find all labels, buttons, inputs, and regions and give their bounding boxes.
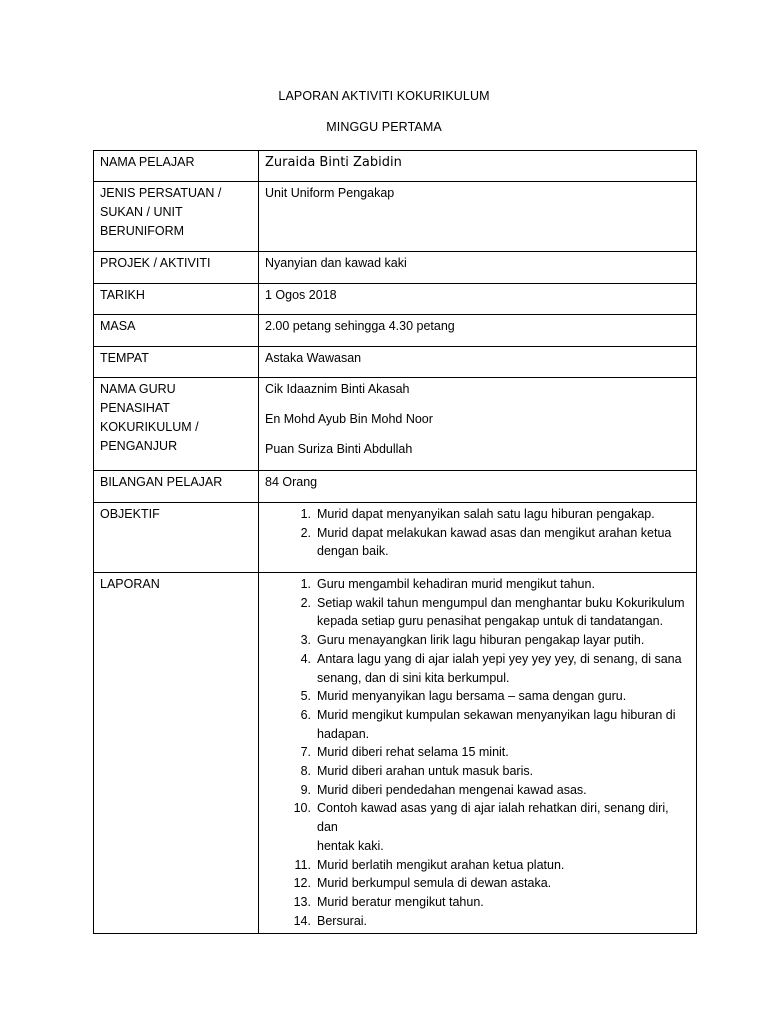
list-item — [265, 706, 690, 743]
row-projek — [94, 252, 697, 284]
list-item-text: Murid diberi pendedahan mengenai kawad asas. — [317, 782, 587, 797]
value-jenis-persatuan: Unit Uniform Pengakap — [259, 182, 697, 252]
row-masa — [94, 315, 697, 347]
label-line: PENASIHAT — [100, 401, 170, 415]
label-line: JENIS PERSATUAN / — [100, 186, 222, 200]
list-item — [265, 856, 690, 875]
row-guru — [94, 378, 697, 471]
list-item-number: 13. — [293, 894, 311, 909]
list-item-text: hadapan. — [317, 726, 370, 741]
guru-name: En Mohd Ayub Bin Mohd Noor — [265, 412, 433, 426]
label-objektif: OBJEKTIF — [94, 503, 259, 573]
list-item — [265, 505, 690, 524]
row-tarikh — [94, 284, 697, 315]
list-item — [265, 799, 690, 855]
list-item-number: 7. — [300, 745, 311, 760]
list-item-text: Murid dapat melakukan kawad asas dan mengikut arahan ketua — [317, 525, 672, 540]
label-line: BERUNIFORM — [100, 224, 185, 238]
value-tempat: Astaka Wawasan — [259, 347, 697, 378]
value-objektif — [259, 503, 697, 573]
label-masa: MASA — [94, 315, 259, 347]
list-item-text: Murid menyanyikan lagu bersama – sama dengan guru. — [317, 689, 627, 704]
list-item-text: Setiap wakil tahun mengumpul dan menghantar buku Kokurikulum — [317, 595, 685, 610]
list-item — [265, 524, 690, 561]
list-item-number: 2. — [300, 595, 311, 610]
list-item-text: Murid berkumpul semula di dewan astaka. — [317, 876, 552, 891]
label-line: PENGANJUR — [100, 439, 178, 453]
value-projek: Nyanyian dan kawad kaki — [259, 252, 697, 284]
row-jenis-persatuan — [94, 182, 697, 252]
list-item-number: 8. — [300, 764, 311, 779]
list-item-text: Contoh kawad asas yang di ajar ialah rehatkan diri, senang diri, dan — [317, 801, 669, 835]
label-laporan: LAPORAN — [94, 573, 259, 934]
label-tempat: TEMPAT — [94, 347, 259, 378]
list-item-text: Murid berlatih mengikut arahan ketua platun. — [317, 857, 565, 872]
list-item — [265, 762, 690, 781]
label-bilangan: BILANGAN PELAJAR — [94, 471, 259, 503]
label-projek: PROJEK / AKTIVITI — [94, 252, 259, 284]
report-form-table — [93, 150, 697, 934]
list-item-text: kepada setiap guru penasihat pengakap untuk di tandatangan. — [317, 614, 664, 629]
document-subtitle: MINGGU PERTAMA — [326, 120, 442, 134]
list-item — [265, 781, 690, 800]
guru-name: Puan Suriza Binti Abdullah — [265, 442, 413, 456]
list-item-text: Guru menayangkan lirik lagu hiburan pengakap layar putih. — [317, 633, 645, 648]
list-item-number: 10. — [293, 801, 311, 816]
list-item-number: 2. — [300, 525, 311, 540]
document-title: LAPORAN AKTIVITI KOKURIKULUM — [278, 89, 490, 103]
list-item-text: Murid mengikut kumpulan sekawan menyanyikan lagu hiburan di — [317, 707, 676, 722]
list-item-text: Guru mengambil kehadiran murid mengikut tahun. — [317, 577, 595, 591]
row-nama-pelajar — [94, 151, 697, 182]
list-item — [265, 893, 690, 912]
list-item — [265, 594, 690, 631]
list-item-text: Bersurai. — [317, 913, 368, 928]
list-item-number: 9. — [300, 782, 311, 797]
value-bilangan: 84 Orang — [259, 471, 697, 503]
list-item — [265, 874, 690, 893]
value-nama-pelajar: Zuraida Binti Zabidin — [259, 151, 697, 182]
label-line: SUKAN / UNIT — [100, 205, 183, 219]
list-item-number: 12. — [293, 876, 311, 891]
label-line: NAMA GURU — [100, 382, 176, 396]
list-item-text: Murid beratur mengikut tahun. — [317, 894, 484, 909]
list-item — [265, 687, 690, 706]
list-item-text: Murid diberi arahan untuk masuk baris. — [317, 764, 534, 779]
list-item-text: Antara lagu yang di ajar ialah yepi yey yey yey, di senang, di sana — [317, 651, 682, 666]
list-item — [265, 575, 690, 594]
list-item-number: 3. — [300, 633, 311, 648]
list-item-number: 11. — [294, 857, 311, 872]
value-masa: 2.00 petang sehingga 4.30 petang — [259, 315, 697, 347]
label-nama-pelajar: NAMA PELAJAR — [94, 151, 259, 182]
label-tarikh: TARIKH — [94, 284, 259, 315]
label-guru — [94, 378, 259, 471]
list-item-text: Murid dapat menyanyikan salah satu lagu hiburan pengakap. — [317, 507, 655, 521]
laporan-list — [265, 575, 690, 930]
list-item-text: hentak kaki. — [317, 838, 384, 853]
list-item — [265, 912, 690, 931]
objektif-list — [265, 505, 690, 561]
list-item-number: 14. — [293, 913, 311, 928]
list-item — [265, 631, 690, 650]
list-item-number: 4. — [300, 651, 311, 666]
list-item-text: senang, dan di sini kita berkumpul. — [317, 670, 510, 685]
value-laporan — [259, 573, 697, 934]
row-laporan — [94, 573, 697, 934]
list-item-number: 6. — [300, 707, 311, 722]
label-line: KOKURIKULUM / — [100, 420, 199, 434]
value-tarikh: 1 Ogos 2018 — [259, 284, 697, 315]
row-objektif — [94, 503, 697, 573]
list-item — [265, 650, 690, 687]
value-guru — [259, 378, 697, 471]
list-item-number: 1. — [300, 507, 311, 521]
list-item-text: Murid diberi rehat selama 15 minit. — [317, 745, 509, 760]
guru-name: Cik Idaaznim Binti Akasah — [265, 382, 410, 396]
list-item-number: 1. — [300, 577, 311, 591]
row-tempat — [94, 347, 697, 378]
list-item-number: 5. — [300, 689, 311, 704]
list-item-text: dengan baik. — [317, 544, 389, 559]
list-item — [265, 743, 690, 762]
label-jenis-persatuan — [94, 182, 259, 252]
row-bilangan — [94, 471, 697, 503]
